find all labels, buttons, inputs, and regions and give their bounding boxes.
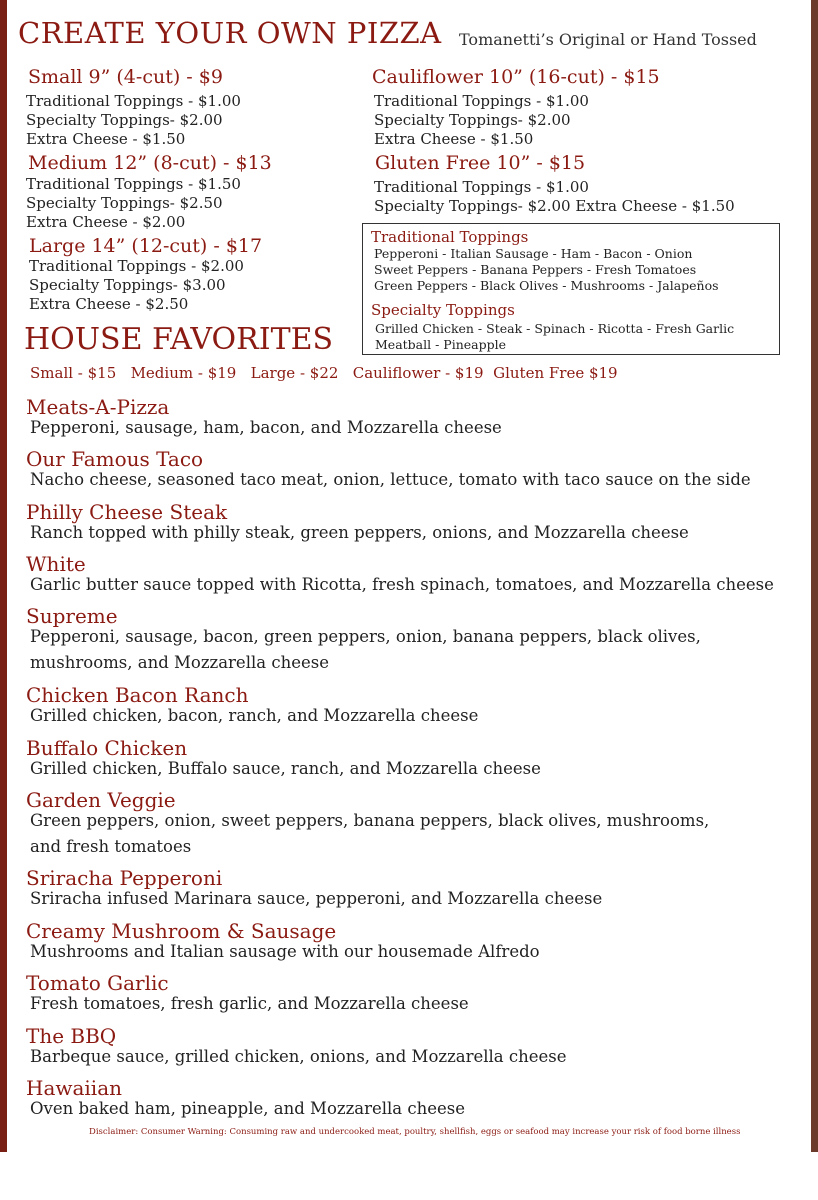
pizza-name: The BBQ xyxy=(26,1024,117,1048)
house-prices: Small - $15 Medium - $19 Large - $22 Cauliflower - $19 Gluten Free $19 xyxy=(30,364,618,382)
traditional-toppings-line: Green Peppers - Black Olives - Mushrooms - Jalapeños xyxy=(374,278,719,293)
large-line: Specialty Toppings- $3.00 xyxy=(29,276,226,294)
pizza-description: Grilled chicken, bacon, ranch, and Mozzarella cheese xyxy=(30,706,479,725)
create-subtitle: Tomanetti’s Original or Hand Tossed xyxy=(459,30,757,49)
pizza-description: Ranch topped with philly steak, green peppers, onions, and Mozzarella cheese xyxy=(30,523,689,542)
pizza-description: and fresh tomatoes xyxy=(30,837,192,856)
medium-line: Traditional Toppings - $1.50 xyxy=(26,175,241,193)
pizza-description: Pepperoni, sausage, ham, bacon, and Mozzarella cheese xyxy=(30,418,502,437)
pizza-description: Barbeque sauce, grilled chicken, onions, and Mozzarella cheese xyxy=(30,1047,567,1066)
pizza-name: Garden Veggie xyxy=(26,788,176,812)
house-favorites-title: HOUSE FAVORITES xyxy=(24,322,334,357)
pizza-name: Creamy Mushroom & Sausage xyxy=(26,919,337,943)
create-title: CREATE YOUR OWN PIZZA xyxy=(18,16,442,50)
medium-heading: Medium 12” (8-cut) - $13 xyxy=(28,152,272,174)
pizza-description: Fresh tomatoes, fresh garlic, and Mozzarella cheese xyxy=(30,994,469,1013)
glutenfree-line: Traditional Toppings - $1.00 xyxy=(374,178,589,196)
small-line: Traditional Toppings - $1.00 xyxy=(26,92,241,110)
traditional-toppings-heading: Traditional Toppings xyxy=(371,228,529,246)
pizza-name: Hawaiian xyxy=(26,1076,123,1100)
left-border xyxy=(0,0,7,1152)
pizza-description: Sriracha infused Marinara sauce, pepperoni, and Mozzarella cheese xyxy=(30,889,603,908)
medium-line: Extra Cheese - $2.00 xyxy=(26,213,186,231)
large-line: Traditional Toppings - $2.00 xyxy=(29,257,244,275)
pizza-name: Sriracha Pepperoni xyxy=(26,866,223,890)
large-heading: Large 14” (12-cut) - $17 xyxy=(29,235,263,257)
specialty-toppings-line: Meatball - Pineapple xyxy=(375,337,506,352)
pizza-name: Our Famous Taco xyxy=(26,447,204,471)
pizza-description: Garlic butter sauce topped with Ricotta, fresh spinach, tomatoes, and Mozzarella cheese xyxy=(30,575,774,594)
pizza-description: mushrooms, and Mozzarella cheese xyxy=(30,653,329,672)
small-heading: Small 9” (4-cut) - $9 xyxy=(28,66,223,88)
pizza-name: Supreme xyxy=(26,604,118,628)
small-line: Extra Cheese - $1.50 xyxy=(26,130,186,148)
traditional-toppings-line: Sweet Peppers - Banana Peppers - Fresh Tomatoes xyxy=(374,262,697,277)
glutenfree-line: Specialty Toppings- $2.00 Extra Cheese - $1.50 xyxy=(374,197,735,215)
cauliflower-heading: Cauliflower 10” (16-cut) - $15 xyxy=(372,66,660,88)
pizza-name: White xyxy=(26,552,86,576)
pizza-description: Grilled chicken, Buffalo sauce, ranch, and Mozzarella cheese xyxy=(30,759,541,778)
glutenfree-heading: Gluten Free 10” - $15 xyxy=(375,152,586,174)
pizza-name: Tomato Garlic xyxy=(26,971,169,995)
specialty-toppings-heading: Specialty Toppings xyxy=(371,301,515,319)
pizza-description: Oven baked ham, pineapple, and Mozzarella cheese xyxy=(30,1099,466,1118)
traditional-toppings-line: Pepperoni - Italian Sausage - Ham - Bacon - Onion xyxy=(374,246,693,261)
small-line: Specialty Toppings- $2.00 xyxy=(26,111,223,129)
pizza-description: Pepperoni, sausage, bacon, green peppers, onion, banana peppers, black olives, xyxy=(30,627,701,646)
disclaimer: Disclaimer: Consumer Warning: Consuming raw and undercooked meat, poultry, shellfish, eggs or seafood may increase your risk of food borne illness xyxy=(89,1127,741,1137)
pizza-description: Green peppers, onion, sweet peppers, banana peppers, black olives, mushrooms, xyxy=(30,811,710,830)
large-line: Extra Cheese - $2.50 xyxy=(29,295,189,313)
pizza-name: Chicken Bacon Ranch xyxy=(26,683,249,707)
pizza-description: Mushrooms and Italian sausage with our housemade Alfredo xyxy=(30,942,540,961)
pizza-name: Buffalo Chicken xyxy=(26,736,188,760)
cauliflower-line: Specialty Toppings- $2.00 xyxy=(374,111,571,129)
cauliflower-line: Extra Cheese - $1.50 xyxy=(374,130,534,148)
specialty-toppings-line: Grilled Chicken - Steak - Spinach - Ricotta - Fresh Garlic xyxy=(375,321,735,336)
cauliflower-line: Traditional Toppings - $1.00 xyxy=(374,92,589,110)
pizza-name: Philly Cheese Steak xyxy=(26,500,228,524)
medium-line: Specialty Toppings- $2.50 xyxy=(26,194,223,212)
pizza-description: Nacho cheese, seasoned taco meat, onion, lettuce, tomato with taco sauce on the side xyxy=(30,470,751,489)
right-border xyxy=(811,0,818,1152)
pizza-name: Meats-A-Pizza xyxy=(26,395,170,419)
